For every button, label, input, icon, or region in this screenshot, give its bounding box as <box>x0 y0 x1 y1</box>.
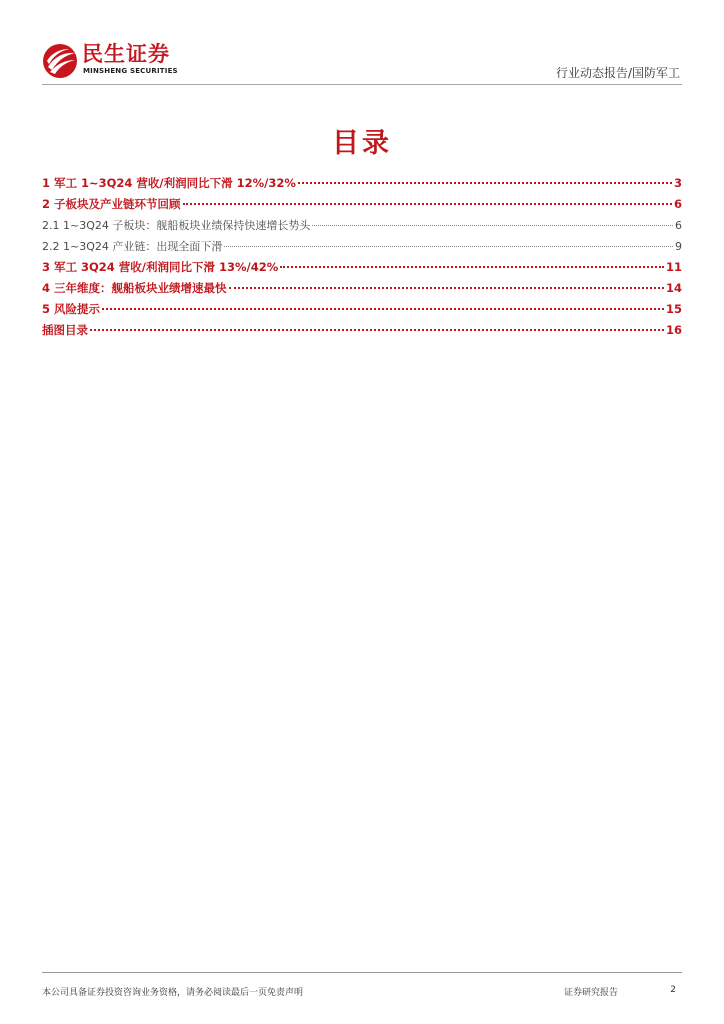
toc-entry[interactable] <box>42 259 682 280</box>
toc-dot-leader <box>183 203 672 205</box>
toc-entry[interactable] <box>42 217 682 238</box>
toc-entry-label: 2.2 1~3Q24 产业链：出现全面下滑 <box>42 240 223 253</box>
toc-entry-page: 9 <box>675 240 682 253</box>
page-footer <box>42 972 682 1003</box>
toc-entry[interactable] <box>42 196 682 217</box>
toc-entry[interactable] <box>42 322 682 343</box>
toc-entry-label: 2.1 1~3Q24 子板块：舰船板块业绩保持快速增长势头 <box>42 219 311 232</box>
page-header <box>42 40 682 85</box>
page-number: 2 <box>670 985 676 995</box>
toc-entry-page: 6 <box>673 197 682 211</box>
toc-entry-label: 插图目录 <box>42 323 88 337</box>
toc-entry-label: 4 三年维度：舰船板块业绩增速最快 <box>42 281 227 295</box>
toc-entry[interactable] <box>42 301 682 322</box>
toc-entry[interactable] <box>42 280 682 301</box>
toc-entry[interactable] <box>42 175 682 196</box>
brand-name-cn: 民生证券 <box>82 42 170 66</box>
toc-dot-leader <box>102 308 664 310</box>
toc-entry-label: 2 子板块及产业链环节回顾 <box>42 197 181 211</box>
toc-dot-leader <box>90 329 664 331</box>
toc-dot-leader <box>229 287 664 289</box>
toc-entry-label: 3 军工 3Q24 营收/利润同比下滑 13%/42% <box>42 260 279 274</box>
toc-entry-label: 1 军工 1~3Q24 营收/利润同比下滑 12%/32% <box>42 176 296 190</box>
document-type: 证券研究报告 <box>564 988 619 998</box>
toc-dot-leader <box>280 266 664 268</box>
minsheng-logo-icon <box>42 43 78 79</box>
toc-entry-page: 16 <box>665 323 682 337</box>
report-type: 行业动态报告/国防军工 <box>555 66 680 80</box>
disclaimer-text: 本公司具备证券投资咨询业务资格，请务必阅读最后一页免责声明 <box>42 988 304 998</box>
toc-entry-page: 14 <box>665 281 682 295</box>
toc-dot-leader <box>298 182 672 184</box>
toc-dot-leader <box>312 225 673 226</box>
toc-dot-leader <box>224 246 673 247</box>
toc-entry-page: 11 <box>665 260 682 274</box>
toc-entry-label: 5 风险提示 <box>42 302 101 316</box>
toc-entry-page: 6 <box>675 219 682 232</box>
company-logo <box>42 41 182 79</box>
toc-entry-page: 3 <box>673 176 682 190</box>
toc-entry[interactable] <box>42 238 682 259</box>
brand-name-en: MINSHENG SECURITIES <box>83 67 178 75</box>
toc-title: 目录 <box>332 128 392 159</box>
table-of-contents <box>42 175 682 343</box>
toc-entry-page: 15 <box>665 302 682 316</box>
